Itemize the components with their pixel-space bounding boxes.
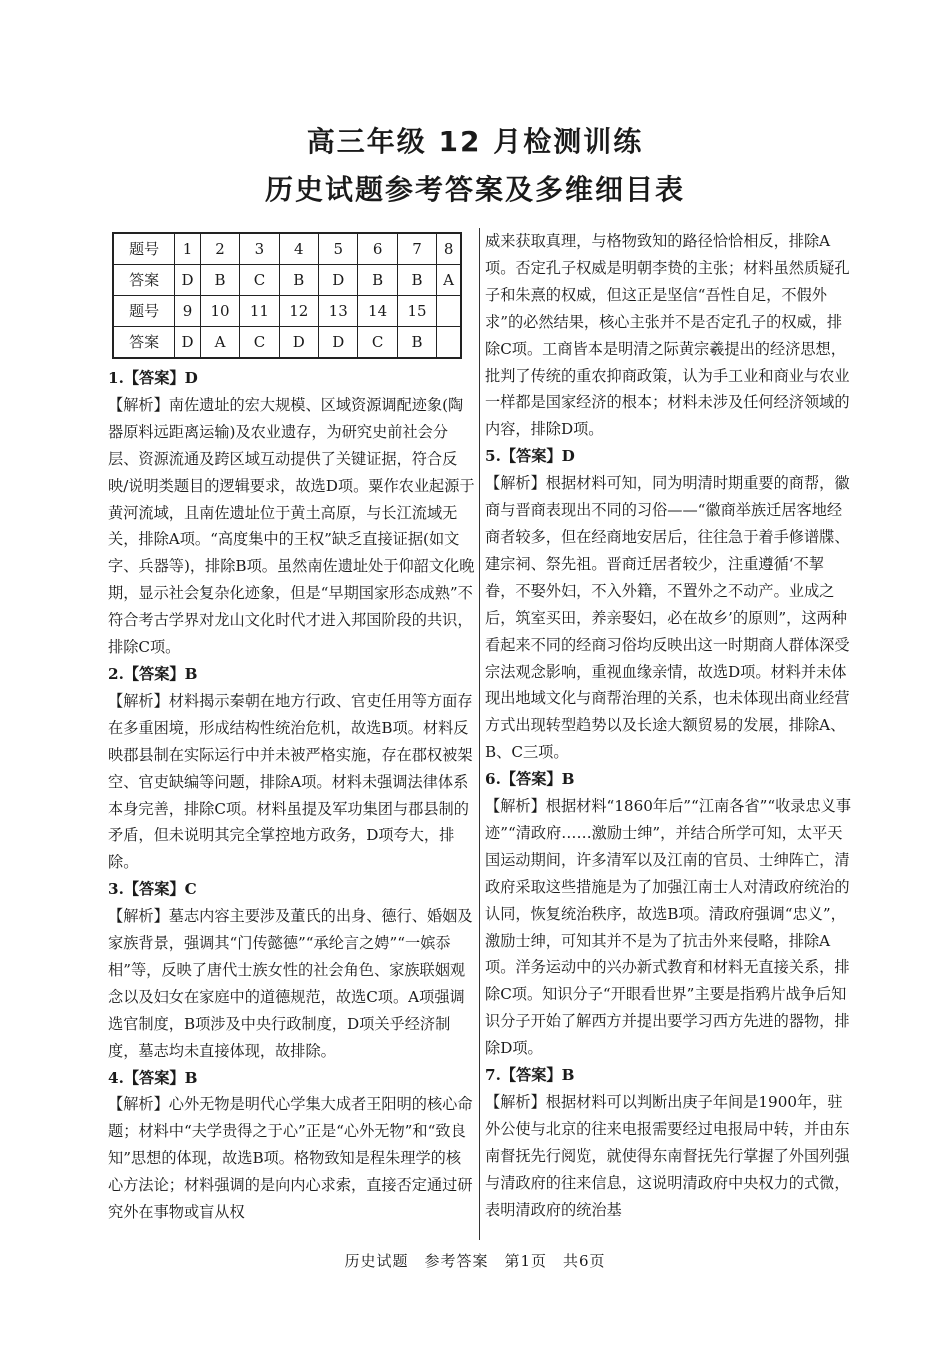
table-cell: C — [240, 327, 279, 359]
table-header-cell: 题号 — [113, 233, 175, 265]
table-cell: 7 — [397, 233, 436, 265]
table-cell: 12 — [279, 296, 318, 327]
left-column — [108, 228, 475, 1226]
table-cell: 9 — [175, 296, 201, 327]
column-divider — [479, 228, 480, 1240]
table-cell: 14 — [358, 296, 397, 327]
table-cell: B — [397, 327, 436, 359]
table-cell: A — [200, 327, 239, 359]
q2-answer: 2.【答案】B — [108, 664, 198, 683]
right-column — [485, 228, 852, 1224]
table-cell: B — [397, 265, 436, 296]
table-cell: 3 — [240, 233, 279, 265]
table-cell: 2 — [200, 233, 239, 265]
q3-answer: 3.【答案】C — [108, 880, 197, 899]
table-cell: C — [240, 265, 279, 296]
table-cell: 6 — [358, 233, 397, 265]
table-cell — [437, 327, 461, 359]
table-cell: D — [319, 327, 358, 359]
q5-answer: 5.【答案】D — [485, 447, 575, 466]
page-title-line2: 历史试题参考答案及多维细目表 — [264, 173, 685, 206]
table-cell: B — [358, 265, 397, 296]
table-cell: 15 — [397, 296, 436, 327]
table-cell — [437, 296, 461, 327]
q1-analysis: 【解析】南佐遗址的宏大规模、区域资源调配迹象(陶器原料远距离运输)及农业遗存，为研究史前社会分层、资源流通及跨区域互动提供了关键证据，符合反映/说明类题目的逻辑要求，故选D项。粟作农业起源于黄河流域，且南佐遗址位于黄土高原，与长江流域无关，排除A项。“高度集中的王权”缺乏直接证据(如文字、兵器等)，排除B项。虽然南佐遗址处于仰韶文化晚期，显示社会复杂化迹象，但是“早期国家形态成熟”不符合考古学界对龙山文化时代才进入邦国阶段的共识，排除C项。 — [108, 395, 475, 657]
q7-answer: 7.【答案】B — [485, 1066, 575, 1085]
answer-table — [112, 232, 462, 359]
table-row — [113, 265, 461, 296]
table-cell: D — [319, 265, 358, 296]
table-cell: 13 — [319, 296, 358, 327]
q1-answer: 1.【答案】D — [108, 369, 198, 387]
table-cell: 5 — [319, 233, 358, 265]
page-footer: 历史试题 参考答案 第1页 共6页 — [344, 1252, 606, 1270]
page-title-line1: 高三年级 12 月检测训练 — [306, 125, 644, 158]
table-cell: 8 — [437, 233, 461, 265]
table-cell: 11 — [240, 296, 279, 327]
table-cell: B — [279, 265, 318, 296]
table-cell: D — [175, 327, 201, 359]
q4-answer: 4.【答案】B — [108, 1068, 198, 1087]
table-cell: D — [279, 327, 318, 359]
table-header-cell: 答案 — [113, 265, 175, 296]
q7-analysis: 【解析】根据材料可以判断出庚子年间是1900年，驻外公使与北京的往来电报需要经过电报局中转，并由东南督抚先行阅览，就使得东南督抚先行掌握了外国列强与清政府的往来信息，这说明清政府中央权力的式微，表明清政府的统治基 — [485, 1093, 850, 1219]
q6-analysis: 【解析】根据材料“1860年后”“江南各省”“收录忠义事迹”“清政府……激励士绅”，并结合所学可知，太平天国运动期间，许多清军以及江南的官员、士绅阵亡，清政府采取这些措施是为了加强江南士人对清政府统治的认同，恢复统治秩序，故选B项。清政府强调“忠义”，激励士绅，可知其并不是为了抗击外来侵略，排除A项。洋务运动中的兴办新式教育和材料无直接关系，排除C项。知识分子“开眼看世界”主要是指鸦片战争后知识分子开始了解西方并提出要学习西方先进的器物，排除D项。 — [485, 797, 852, 1058]
table-cell: C — [358, 327, 397, 359]
table-row — [113, 233, 461, 265]
table-cell: B — [200, 265, 239, 296]
q3-analysis: 【解析】墓志内容主要涉及董氏的出身、德行、婚姻及家族背景，强调其“门传懿德”“承纶言之娉”“一嫔忝相”等，反映了唐代士族女性的社会角色、家族联姻观念以及妇女在家庭中的道德规范，故选C项。A项强调选官制度，B项涉及中央行政制度，D项关乎经济制度，墓志均未直接体现，故排除。 — [108, 907, 473, 1060]
table-cell: A — [437, 265, 461, 296]
q5-analysis: 【解析】根据材料可知，同为明清时期重要的商帮，徽商与晋商表现出不同的习俗——“徽商举族迁居客地经商者较多，但在经商地安居后，往往急于着手修谱牒、建宗祠、祭先祖。晋商迁居者较少，注重遵循‘不挈眷，不娶外妇，不入外籍，不置外之不动产。业成之后，筑室买田，养亲娶妇，必在故乡’的原则”，这两种看起来不同的经商习俗均反映出这一时期商人群体深受宗法观念影响，重视血缘亲情，故选D项。材料并未体现出地域文化与商帮治理的关系，也未体现出商业经营方式出现转型趋势以及长途大额贸易的发展，排除A、B、C三项。 — [485, 474, 850, 762]
table-header-cell: 题号 — [113, 296, 175, 327]
table-row — [113, 296, 461, 327]
table-header-cell: 答案 — [113, 327, 175, 359]
table-cell: 10 — [200, 296, 239, 327]
q6-answer: 6.【答案】B — [485, 770, 575, 789]
q4-analysis-part2: 威来获取真理，与格物致知的路径恰恰相反，排除A项。否定孔子权威是明朝李贽的主张；材料虽然质疑孔子和朱熹的权威，但这正是坚信“吾性自足，不假外求”的必然结果，核心主张并不是否定孔子的权威，排除C项。工商皆本是明清之际黄宗羲提出的经济思想，批判了传统的重农抑商政策，认为手工业和商业与农业一样都是国家经济的根本；材料未涉及任何经济领域的内容，排除D项。 — [485, 232, 850, 439]
table-row — [113, 327, 461, 359]
table-cell: 1 — [175, 233, 201, 265]
q4-analysis-part1: 【解析】心外无物是明代心学集大成者王阳明的核心命题；材料中“夫学贵得之于心”正是“心外无物”和“致良知”思想的体现，故选B项。格物致知是程朱理学的核心方法论；材料强调的是向内心求索，直接否定通过研究外在事物或盲从权 — [108, 1095, 473, 1222]
table-cell: 4 — [279, 233, 318, 265]
q2-analysis: 【解析】材料揭示秦朝在地方行政、官吏任用等方面存在多重困境，形成结构性统治危机，故选B项。材料反映郡县制在实际运行中并未被严格实施，存在郡权被架空、官吏缺编等问题，排除A项。材料未强调法律体系本身完善，排除C项。材料虽提及军功集团与郡县制的矛盾，但未说明其完全掌控地方政务，D项夸大，排除。 — [108, 691, 473, 872]
table-cell: D — [175, 265, 201, 296]
